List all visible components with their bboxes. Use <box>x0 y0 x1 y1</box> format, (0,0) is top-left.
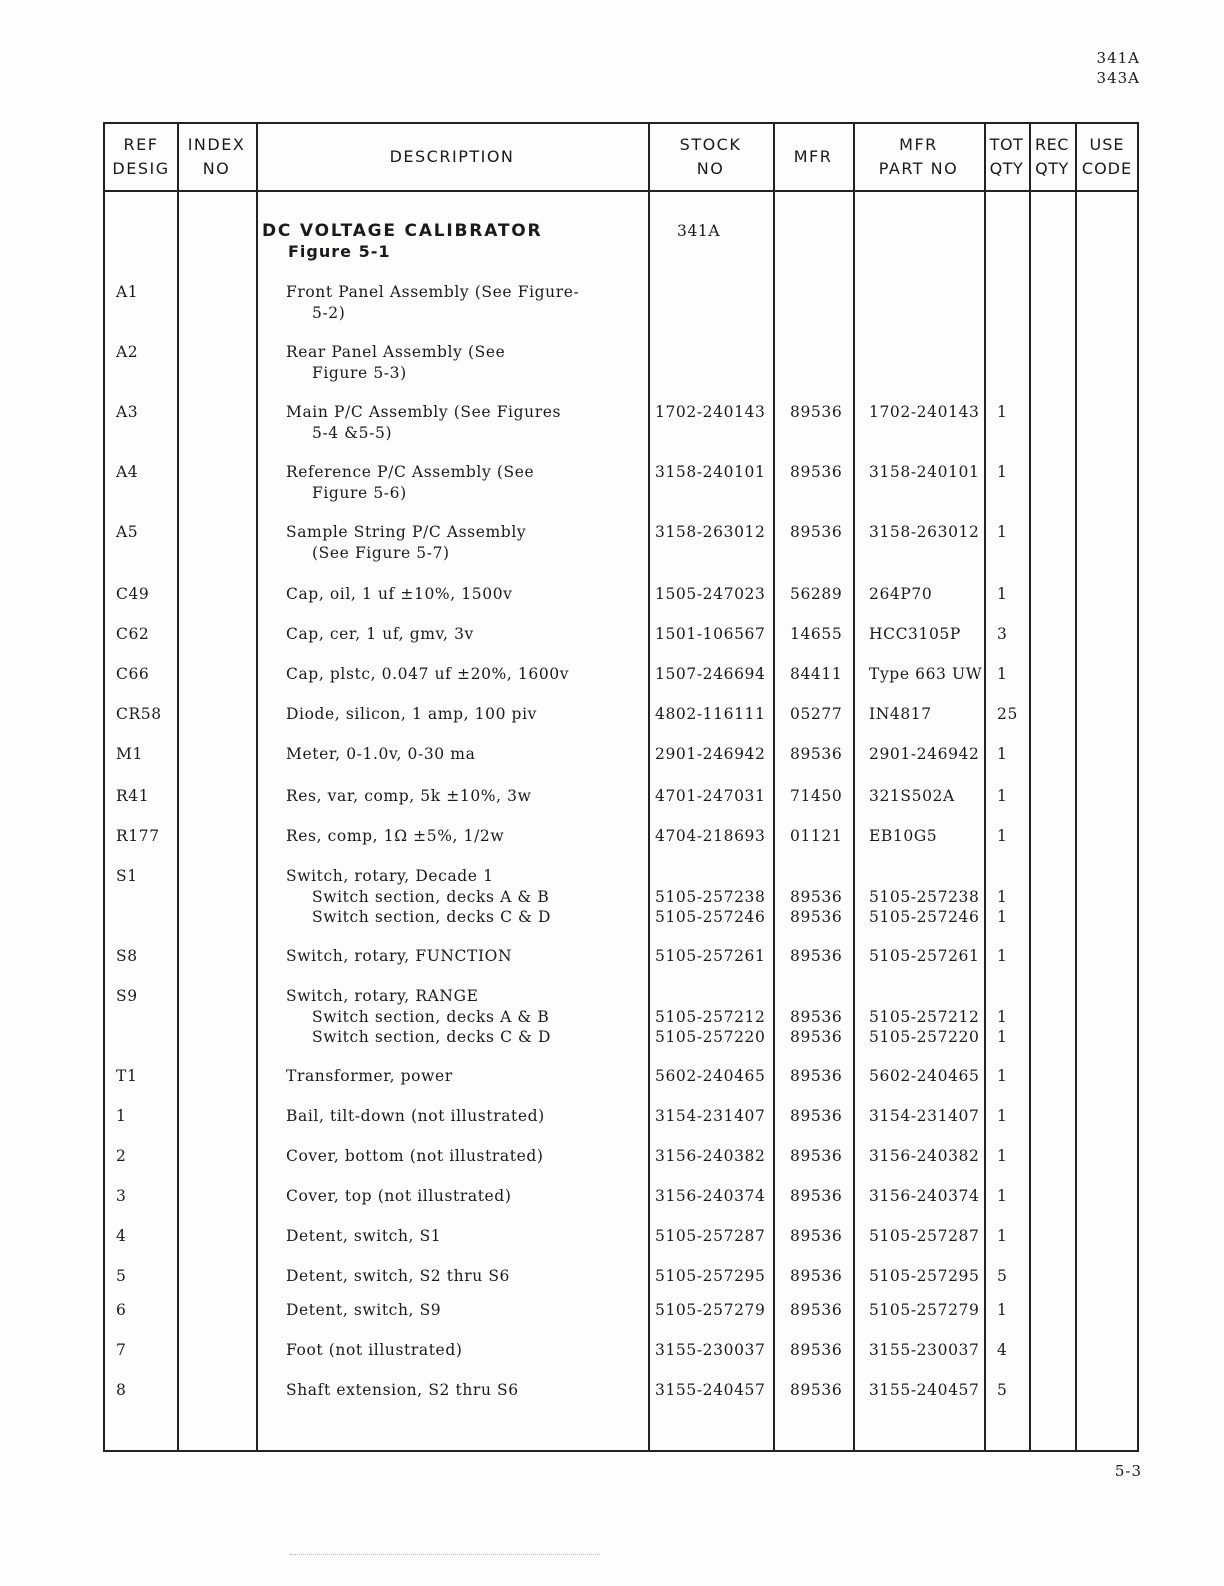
description-cell: Rear Panel Assembly (See <box>286 343 506 361</box>
description-cell: (See Figure 5-7) <box>312 543 450 562</box>
mfr-code-cell: 89536 <box>790 1107 843 1125</box>
model-number-341a: 341A <box>1096 49 1140 67</box>
stock-no-cell: 1505-247023 <box>655 585 766 603</box>
mfr-code-cell: 89536 <box>790 887 843 906</box>
header-rec-qty: REC QTY <box>1035 135 1069 178</box>
description-cell: Transformer, power <box>286 1067 453 1085</box>
mfr-part-no-cell: 5105-257295 <box>869 1267 980 1285</box>
description-cell: Shaft extension, S2 thru S6 <box>286 1381 519 1399</box>
tot-qty-cell: 1 <box>997 1301 1008 1319</box>
tot-qty-cell: 1 <box>997 665 1008 683</box>
description-cell: Switch, rotary, FUNCTION <box>286 947 513 965</box>
ref-desig-cell: A3 <box>116 403 139 421</box>
header-description: DESCRIPTION <box>389 147 515 166</box>
header-mfr: MFR <box>793 147 833 166</box>
description-cell: Cover, bottom (not illustrated) <box>286 1147 544 1165</box>
ref-desig-cell: 6 <box>116 1301 127 1319</box>
section-title: DC VOLTAGE CALIBRATOR <box>262 221 543 241</box>
mfr-part-no-cell: 3158-263012 <box>869 523 980 541</box>
tot-qty-cell: 1 <box>997 1007 1008 1026</box>
ref-desig-cell: R177 <box>116 827 160 845</box>
ref-desig-cell: C49 <box>116 585 150 603</box>
mfr-part-no-cell: 5105-257220 <box>869 1028 980 1046</box>
mfr-part-no-cell: HCC3105P <box>869 625 961 643</box>
column-divider <box>1075 124 1077 1450</box>
description-cell: Detent, switch, S2 thru S6 <box>286 1267 511 1285</box>
mfr-code-cell: 56289 <box>790 585 843 603</box>
stock-no-cell: 3155-230037 <box>655 1341 766 1359</box>
tot-qty-cell: 1 <box>997 947 1008 965</box>
ref-desig-cell: R41 <box>116 787 150 805</box>
ref-desig-cell: A2 <box>116 343 139 361</box>
description-cell: Switch section, decks C & D <box>312 1028 552 1046</box>
description-cell: Switch section, decks A & B <box>312 1007 550 1026</box>
mfr-code-cell: 05277 <box>790 705 843 723</box>
ref-desig-cell: S9 <box>116 987 138 1005</box>
stock-no-cell: 5105-257246 <box>655 908 766 926</box>
ref-desig-cell: 7 <box>116 1341 127 1359</box>
column-divider <box>177 124 179 1450</box>
mfr-code-cell: 01121 <box>790 827 843 845</box>
model-number-343a: 343A <box>1096 69 1140 87</box>
mfr-code-cell: 89536 <box>790 1341 843 1359</box>
column-divider <box>1029 124 1031 1450</box>
mfr-part-no-cell: 3155-240457 <box>869 1381 980 1399</box>
tot-qty-cell: 1 <box>997 585 1008 603</box>
tot-qty-cell: 1 <box>997 1107 1008 1125</box>
stock-no-cell: 1702-240143 <box>655 403 766 421</box>
tot-qty-cell: 1 <box>997 1067 1008 1085</box>
description-cell: Figure 5-3) <box>312 363 407 382</box>
description-cell: 5-4 &5-5) <box>312 423 393 442</box>
mfr-code-cell: 89536 <box>790 1267 843 1285</box>
tot-qty-cell: 1 <box>997 1187 1008 1205</box>
ref-desig-cell: M1 <box>116 745 143 763</box>
mfr-part-no-cell: 5105-257261 <box>869 947 980 965</box>
tot-qty-cell: 1 <box>997 1147 1008 1165</box>
mfr-part-no-cell: 3155-230037 <box>869 1341 980 1359</box>
description-cell: Front Panel Assembly (See Figure- <box>286 283 580 301</box>
mfr-code-cell: 89536 <box>790 463 843 481</box>
ref-desig-cell: S8 <box>116 947 138 965</box>
stock-no-cell: 5105-257261 <box>655 947 766 965</box>
tot-qty-cell: 4 <box>997 1341 1008 1359</box>
mfr-part-no-cell: Type 663 UW <box>869 665 983 683</box>
description-cell: Figure 5-6) <box>312 483 407 502</box>
mfr-part-no-cell: 1702-240143 <box>869 403 980 421</box>
mfr-part-no-cell: 5105-257212 <box>869 1007 980 1026</box>
mfr-code-cell: 89536 <box>790 1147 843 1165</box>
mfr-part-no-cell: 5105-257238 <box>869 887 980 906</box>
ref-desig-cell: C66 <box>116 665 150 683</box>
ref-desig-cell: A1 <box>116 283 139 301</box>
mfr-code-cell: 89536 <box>790 1187 843 1205</box>
mfr-code-cell: 89536 <box>790 1301 843 1319</box>
ref-desig-cell: 2 <box>116 1147 127 1165</box>
mfr-code-cell: 89536 <box>790 403 843 421</box>
stock-no-cell: 5105-257238 <box>655 887 766 906</box>
tot-qty-cell: 1 <box>997 403 1008 421</box>
ref-desig-cell: 1 <box>116 1107 127 1125</box>
mfr-code-cell: 84411 <box>790 665 843 683</box>
stock-no-cell: 4802-116111 <box>655 705 766 723</box>
description-cell: Cover, top (not illustrated) <box>286 1187 512 1205</box>
description-cell: Foot (not illustrated) <box>286 1341 463 1359</box>
scan-artifact-dots <box>290 1554 600 1558</box>
header-tot-qty: TOT QTY <box>989 135 1024 178</box>
mfr-part-no-cell: 5105-257246 <box>869 908 980 926</box>
header-index-no: INDEX NO <box>187 135 246 178</box>
mfr-part-no-cell: 5105-257279 <box>869 1301 980 1319</box>
ref-desig-cell: 4 <box>116 1227 127 1245</box>
stock-no-cell: 2901-246942 <box>655 745 766 763</box>
mfr-code-cell: 89536 <box>790 908 843 926</box>
ref-desig-cell: 8 <box>116 1381 127 1399</box>
tot-qty-cell: 5 <box>997 1381 1008 1399</box>
page-number: 5-3 <box>1114 1462 1142 1480</box>
header-use-code: USE CODE <box>1081 135 1133 178</box>
description-cell: Cap, cer, 1 uf, gmv, 3v <box>286 625 474 643</box>
mfr-part-no-cell: 264P70 <box>869 585 933 603</box>
tot-qty-cell: 3 <box>997 625 1008 643</box>
mfr-part-no-cell: 3156-240382 <box>869 1147 980 1165</box>
mfr-code-cell: 71450 <box>790 787 843 805</box>
ref-desig-cell: 3 <box>116 1187 127 1205</box>
description-cell: Res, var, comp, 5k ±10%, 3w <box>286 787 532 805</box>
mfr-code-cell: 89536 <box>790 1067 843 1085</box>
mfr-part-no-cell: 3158-240101 <box>869 463 980 481</box>
mfr-code-cell: 89536 <box>790 1007 843 1026</box>
column-divider <box>773 124 775 1450</box>
column-divider <box>256 124 258 1450</box>
mfr-part-no-cell: 321S502A <box>869 787 955 805</box>
tot-qty-cell: 1 <box>997 887 1008 906</box>
tot-qty-cell: 1 <box>997 1227 1008 1245</box>
description-cell: Cap, oil, 1 uf ±10%, 1500v <box>286 585 513 603</box>
description-cell: Main P/C Assembly (See Figures <box>286 403 562 421</box>
column-divider <box>984 124 986 1450</box>
ref-desig-cell: C62 <box>116 625 150 643</box>
stock-no-cell: 1507-246694 <box>655 665 766 683</box>
description-cell: Meter, 0-1.0v, 0-30 ma <box>286 745 476 763</box>
description-cell: Bail, tilt-down (not illustrated) <box>286 1107 545 1125</box>
tot-qty-cell: 25 <box>997 705 1018 723</box>
description-cell: Detent, switch, S1 <box>286 1227 442 1245</box>
stock-no-cell: 3156-240374 <box>655 1187 766 1205</box>
mfr-code-cell: 14655 <box>790 625 843 643</box>
stock-no-cell: 5105-257220 <box>655 1028 766 1046</box>
mfr-code-cell: 89536 <box>790 523 843 541</box>
mfr-code-cell: 89536 <box>790 1028 843 1046</box>
description-cell: Switch, rotary, RANGE <box>286 987 479 1005</box>
header-divider <box>105 190 1137 192</box>
stock-no-cell: 3154-231407 <box>655 1107 766 1125</box>
mfr-part-no-cell: 3154-231407 <box>869 1107 980 1125</box>
mfr-code-cell: 89536 <box>790 1227 843 1245</box>
ref-desig-cell: A5 <box>116 523 139 541</box>
stock-no-cell: 5105-257279 <box>655 1301 766 1319</box>
mfr-code-cell: 89536 <box>790 1381 843 1399</box>
stock-no-cell: 3156-240382 <box>655 1147 766 1165</box>
stock-no-cell: 4704-218693 <box>655 827 766 845</box>
section-figure: Figure 5-1 <box>288 242 391 261</box>
description-cell: Res, comp, 1Ω ±5%, 1/2w <box>286 827 505 845</box>
tot-qty-cell: 1 <box>997 827 1008 845</box>
parts-list-table <box>103 122 1139 1452</box>
stock-no-cell: 4701-247031 <box>655 787 766 805</box>
mfr-code-cell: 89536 <box>790 947 843 965</box>
tot-qty-cell: 1 <box>997 908 1008 926</box>
tot-qty-cell: 1 <box>997 523 1008 541</box>
stock-no-cell: 3155-240457 <box>655 1381 766 1399</box>
description-cell: Diode, silicon, 1 amp, 100 piv <box>286 705 537 723</box>
description-cell: Switch section, decks C & D <box>312 908 552 926</box>
ref-desig-cell: 5 <box>116 1267 127 1285</box>
stock-no-cell: 5602-240465 <box>655 1067 766 1085</box>
description-cell: 5-2) <box>312 303 346 322</box>
mfr-part-no-cell: 5105-257287 <box>869 1227 980 1245</box>
description-cell: Switch, rotary, Decade 1 <box>286 867 494 885</box>
ref-desig-cell: T1 <box>116 1067 138 1085</box>
tot-qty-cell: 5 <box>997 1267 1008 1285</box>
description-cell: Sample String P/C Assembly <box>286 523 527 541</box>
description-cell: Switch section, decks A & B <box>312 887 550 906</box>
stock-no-cell: 5105-257295 <box>655 1267 766 1285</box>
mfr-part-no-cell: 5602-240465 <box>869 1067 980 1085</box>
model-numbers <box>1097 48 1140 88</box>
mfr-part-no-cell: 3156-240374 <box>869 1187 980 1205</box>
stock-no-cell: 3158-263012 <box>655 523 766 541</box>
mfr-part-no-cell: IN4817 <box>869 705 932 723</box>
stock-no-cell: 5105-257212 <box>655 1007 766 1026</box>
ref-desig-cell: S1 <box>116 867 138 885</box>
stock-no-cell: 3158-240101 <box>655 463 766 481</box>
header-stock-no: STOCK NO <box>679 135 742 178</box>
mfr-code-cell: 89536 <box>790 745 843 763</box>
column-divider <box>853 124 855 1450</box>
stock-no-cell: 5105-257287 <box>655 1227 766 1245</box>
section-stock-no: 341A <box>677 222 721 240</box>
tot-qty-cell: 1 <box>997 463 1008 481</box>
tot-qty-cell: 1 <box>997 787 1008 805</box>
column-divider <box>648 124 650 1450</box>
ref-desig-cell: CR58 <box>116 705 162 723</box>
ref-desig-cell: A4 <box>116 463 139 481</box>
mfr-part-no-cell: 2901-246942 <box>869 745 980 763</box>
header-ref-desig: REF DESIG <box>112 135 170 178</box>
header-mfr-part-no: MFR PART NO <box>878 135 959 178</box>
description-cell: Detent, switch, S9 <box>286 1301 442 1319</box>
tot-qty-cell: 1 <box>997 745 1008 763</box>
mfr-part-no-cell: EB10G5 <box>869 827 938 845</box>
description-cell: Reference P/C Assembly (See <box>286 463 535 481</box>
tot-qty-cell: 1 <box>997 1028 1008 1046</box>
stock-no-cell: 1501-106567 <box>655 625 766 643</box>
description-cell: Cap, plstc, 0.047 uf ±20%, 1600v <box>286 665 570 683</box>
